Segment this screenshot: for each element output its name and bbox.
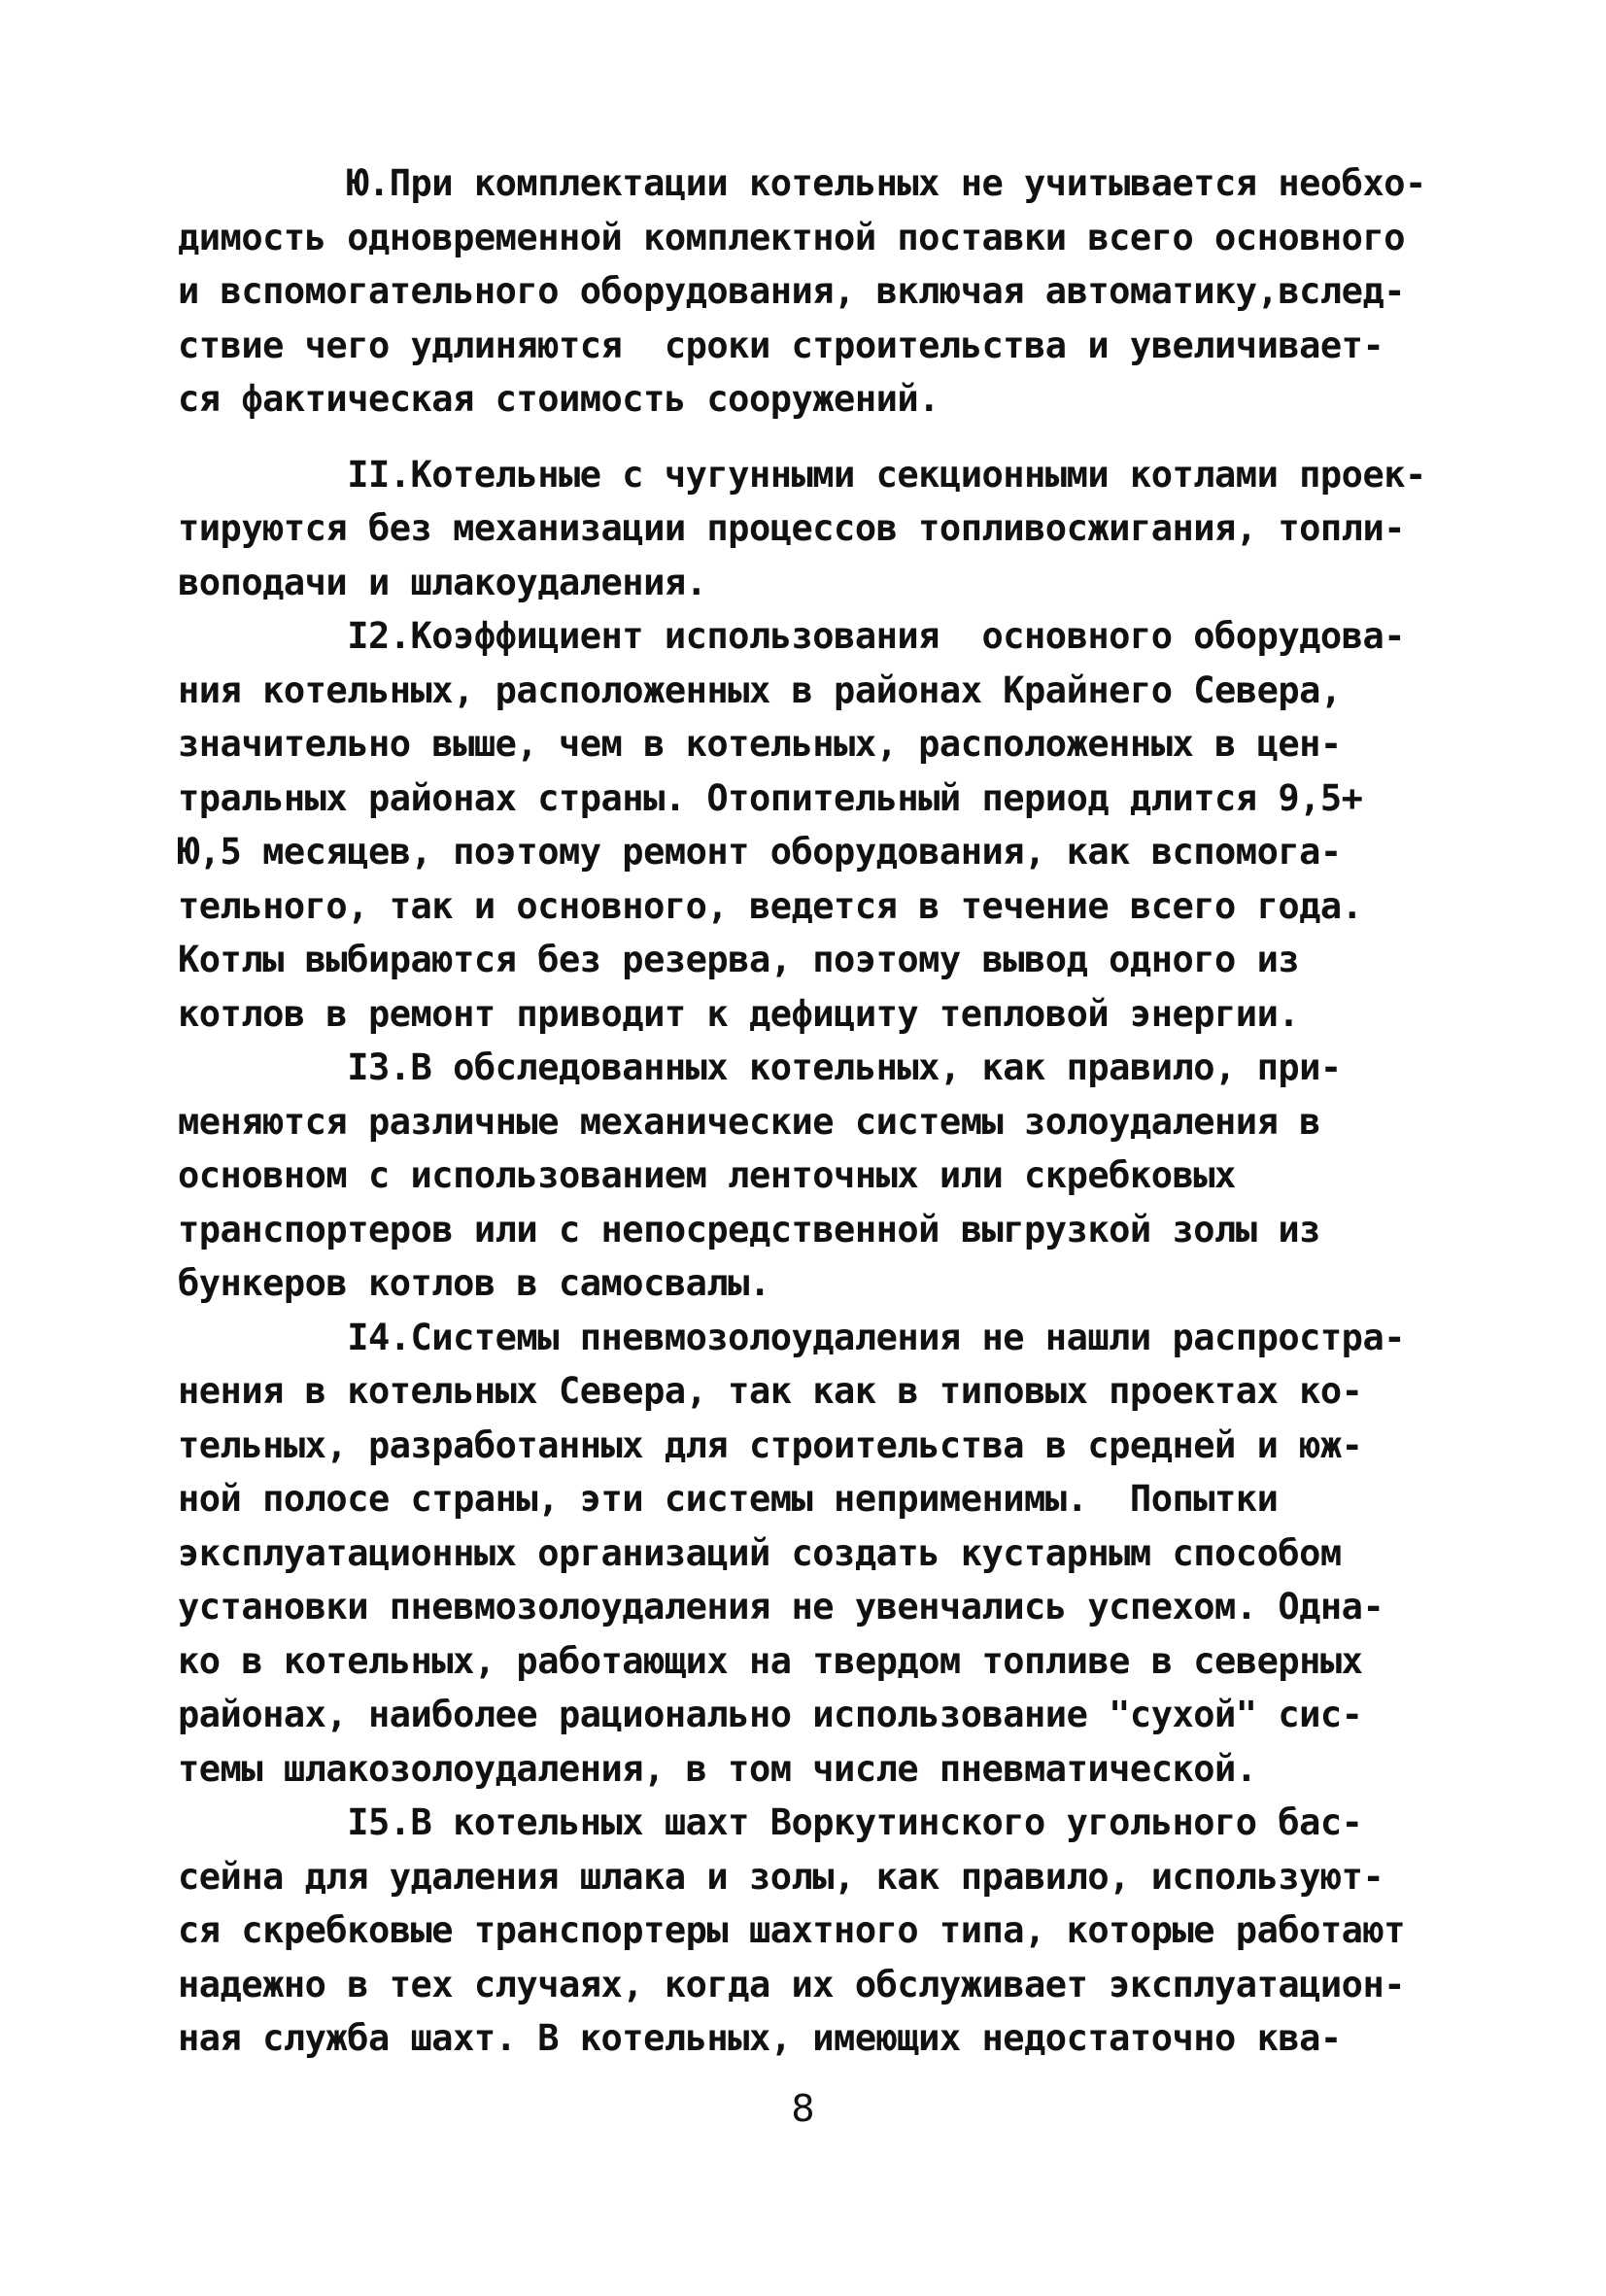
text-line: I4.Системы пневмозолоудаления не нашли распростра-: [178, 1316, 1406, 1358]
body-text: [178, 156, 1460, 2066]
text-line: I3.В обследованных котельных, как правило, при-: [178, 1046, 1342, 1088]
text-line: тельного, так и основного, ведется в течение всего года.: [178, 884, 1363, 927]
paragraph: [178, 609, 1460, 1041]
text-line: бункеров котлов в самосвалы.: [178, 1262, 770, 1304]
text-line: темы шлакозолоудаления, в том числе пневматической.: [178, 1747, 1257, 1790]
text-line: районах, наиболее рационально использование "сухой" сис-: [178, 1694, 1363, 1735]
paragraph: [178, 1311, 1460, 1797]
text-line: ной полосе страны, эти системы неприменимы. Попытки: [178, 1478, 1279, 1520]
text-line: ся фактическая стоимость сооружений.: [178, 378, 940, 420]
text-line: ко в котельных, работающих на твердом топливе в северных: [178, 1639, 1363, 1682]
text-line: меняются различные механические системы золоудаления в: [178, 1100, 1320, 1143]
text-line: тральных районах страны. Отопительный период длится 9,5+: [178, 776, 1363, 819]
text-line: Ю,5 месяцев, поэтому ремонт оборудования, как вспомога-: [178, 831, 1342, 873]
text-line: основном с использованием ленточных или скребковых: [178, 1154, 1236, 1196]
page-number: 8: [791, 2087, 815, 2130]
paragraph: [178, 156, 1460, 427]
paragraph: [178, 448, 1460, 610]
text-line: II.Котельные с чугунными секционными котлами проек-: [178, 453, 1426, 496]
text-line: котлов в ремонт приводит к дефициту тепловой энергии.: [178, 992, 1300, 1035]
text-line: Ю.При комплектации котельных не учитывается необхо-: [178, 162, 1426, 204]
text-line: воподачи и шлакоудаления.: [178, 561, 707, 603]
text-line: установки пневмозолоудаления не увенчались успехом. Одна-: [178, 1586, 1384, 1628]
text-line: сейна для удаления шлака и золы, как правило, используют-: [178, 1855, 1384, 1898]
text-line: ния котельных, расположенных в районах Крайнего Севера,: [178, 668, 1342, 711]
text-line: транспортеров или с непосредственной выгрузкой золы из: [178, 1208, 1320, 1251]
text-line: ся скребковые транспортеры шахтного типа, которые работают: [178, 1909, 1406, 1951]
text-line: I5.В котельных шахт Воркутинского угольного бас-: [178, 1801, 1363, 1843]
text-line: димость одновременной комплектной поставки всего основного: [178, 216, 1406, 258]
text-line: тельных, разработанных для строительства в средней и юж-: [178, 1423, 1363, 1466]
text-line: надежно в тех случаях, когда их обслуживает эксплуатацион-: [178, 1963, 1406, 2005]
text-line: I2.Коэффициент использования основного оборудова-: [178, 615, 1406, 657]
text-line: ная служба шахт. В котельных, имеющих недостаточно ква-: [178, 2017, 1342, 2059]
text-line: ствие чего удлиняются сроки строительства и увеличивает-: [178, 324, 1384, 366]
paragraph: [178, 1796, 1460, 2066]
text-line: нения в котельных Севера, так как в типовых проектах ко-: [178, 1370, 1363, 1412]
text-line: и вспомогательного оборудования, включая автоматику,вслед-: [178, 270, 1406, 312]
text-line: эксплуатационных организаций создать кустарным способом: [178, 1531, 1342, 1574]
paragraph: [178, 1041, 1460, 1311]
text-line: тируются без механизации процессов топливосжигания, топли-: [178, 507, 1406, 549]
paragraph-gap: [178, 427, 1460, 448]
text-line: значительно выше, чем в котельных, расположенных в цен-: [178, 723, 1342, 765]
text-line: Котлы выбираются без резерва, поэтому вывод одного из: [178, 939, 1300, 980]
